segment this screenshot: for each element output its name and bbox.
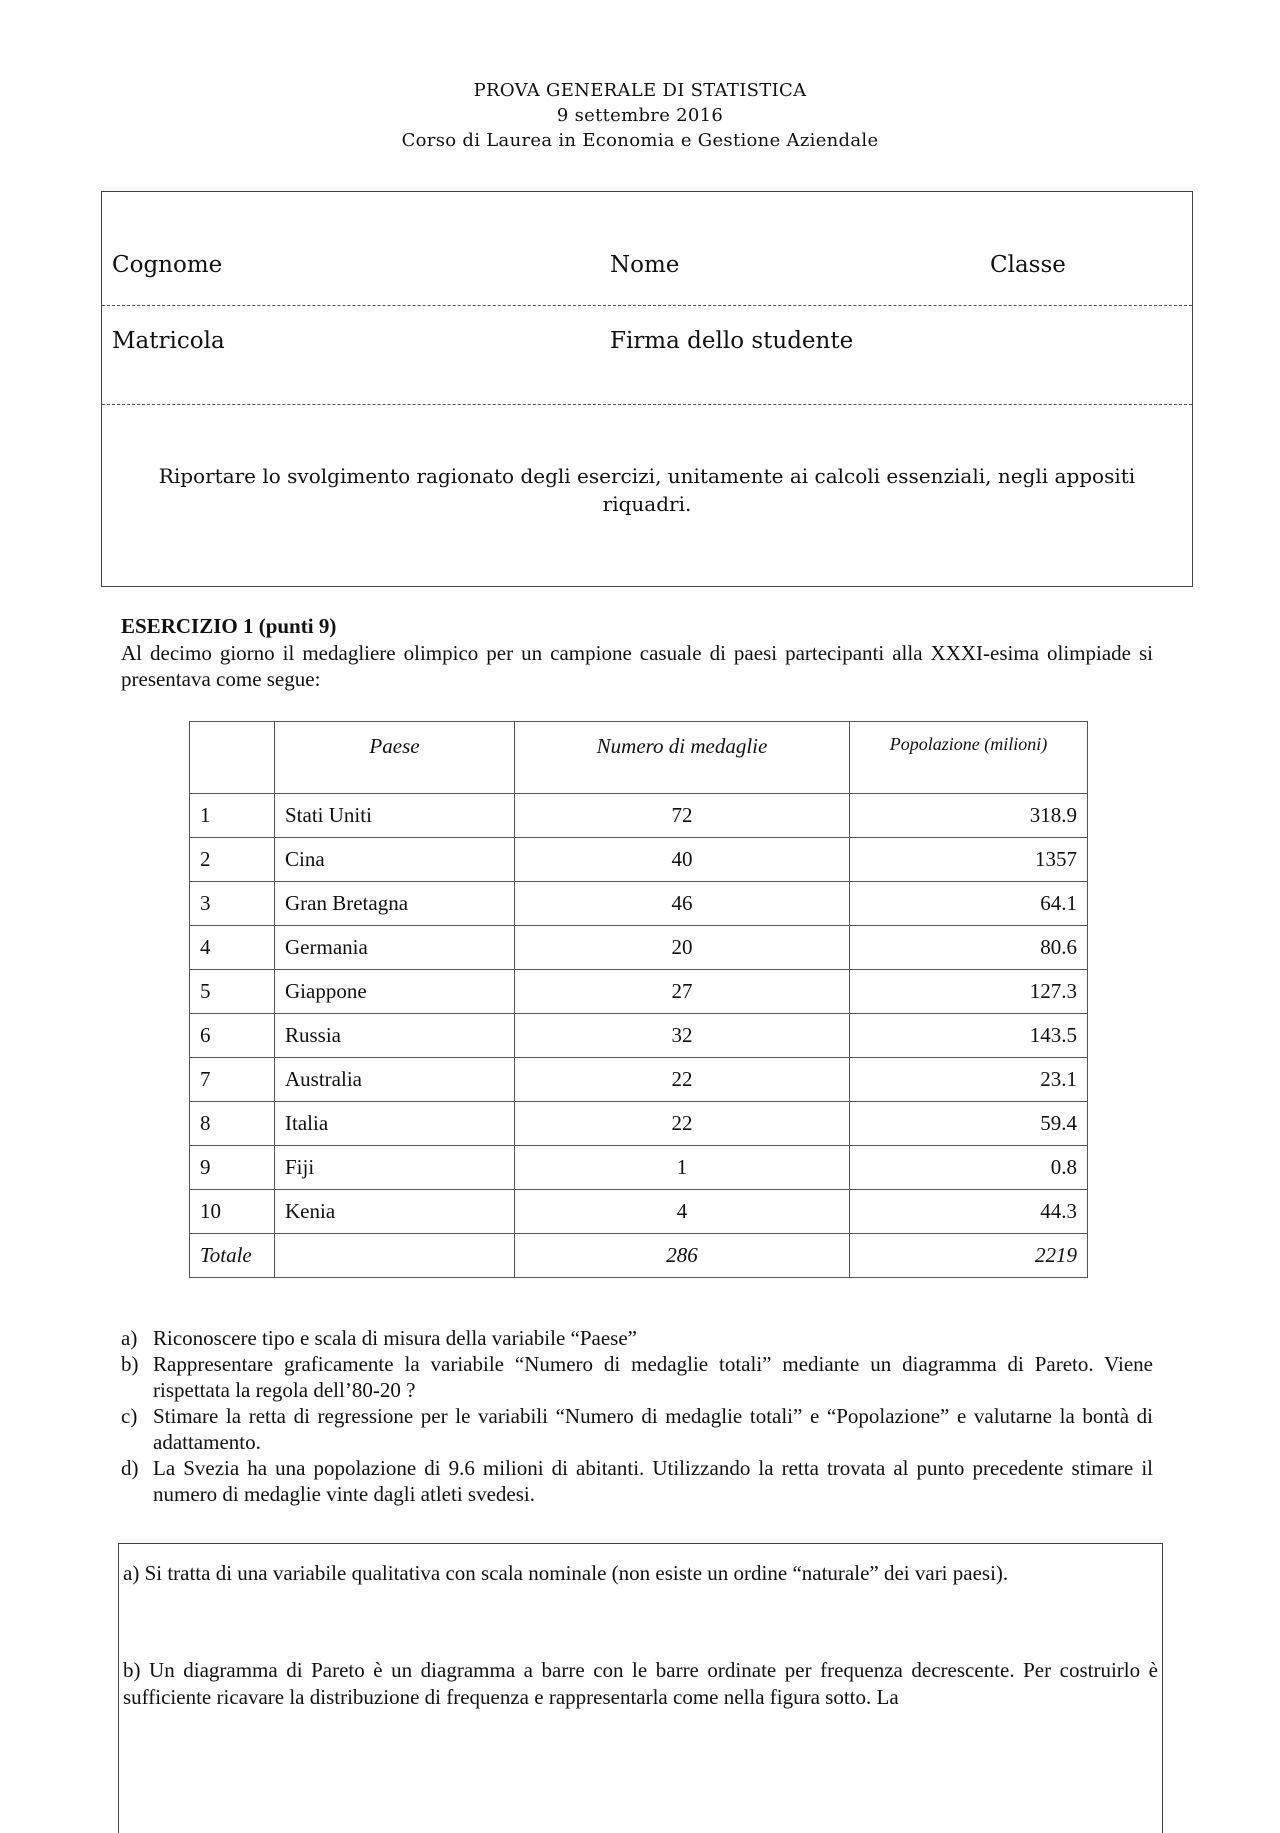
table-row: [190, 1014, 1088, 1058]
question-item: [121, 1325, 1153, 1351]
exercise-intro: Al decimo giorno il medagliere olimpico per un campione casuale di paesi partecipanti alla XXXI-esima olimpiade si presentava come segue:: [121, 641, 1153, 691]
exercise-title: ESERCIZIO 1 (punti 9): [121, 614, 337, 638]
row-index: 8: [190, 1102, 275, 1146]
firma-label: Firma dello studente: [610, 328, 854, 354]
instructions-note: Riportare lo svolgimento ragionato degli esercizi, unitamente ai calcoli essenziali, negli appositi riquadri.: [158, 464, 1136, 516]
row-index: 3: [190, 882, 275, 926]
question-text: Rappresentare graficamente la variabile “Numero di medaglie totali” mediante un diagramma di Pareto. Viene rispettata la regola dell’80-20 ?: [153, 1352, 1153, 1402]
student-info-box: [101, 191, 1193, 587]
cognome-label: Cognome: [112, 252, 223, 278]
matricola-label: Matricola: [112, 328, 225, 354]
question-item: [121, 1455, 1153, 1507]
row-medaglie: 20: [515, 926, 850, 970]
row-medaglie: 1: [515, 1146, 850, 1190]
row-medaglie: 32: [515, 1014, 850, 1058]
row-index: 10: [190, 1190, 275, 1234]
row-popolazione: 80.6: [850, 926, 1088, 970]
row-index: 9: [190, 1146, 275, 1190]
row-medaglie: 22: [515, 1058, 850, 1102]
row-popolazione: 127.3: [850, 970, 1088, 1014]
row-popolazione: 143.5: [850, 1014, 1088, 1058]
total-row: [190, 1234, 1088, 1278]
table-row: [190, 926, 1088, 970]
question-letter: a): [121, 1326, 138, 1350]
row-index: 2: [190, 838, 275, 882]
row-popolazione: 23.1: [850, 1058, 1088, 1102]
header-popolazione: Popolazione (milioni): [850, 722, 1088, 794]
row-paese: Italia: [275, 1102, 515, 1146]
total-popolazione: 2219: [850, 1234, 1088, 1278]
row-medaglie: 46: [515, 882, 850, 926]
row-paese: Cina: [275, 838, 515, 882]
table-row: [190, 1190, 1088, 1234]
row-paese: Fiji: [275, 1146, 515, 1190]
total-label: Totale: [190, 1234, 275, 1278]
row-index: 4: [190, 926, 275, 970]
row-popolazione: 0.8: [850, 1146, 1088, 1190]
row-index: 7: [190, 1058, 275, 1102]
row-medaglie: 22: [515, 1102, 850, 1146]
row-medaglie: 4: [515, 1190, 850, 1234]
table-row: [190, 794, 1088, 838]
row-paese: Giappone: [275, 970, 515, 1014]
header-paese: Paese: [275, 722, 515, 794]
row-popolazione: 318.9: [850, 794, 1088, 838]
row-popolazione: 59.4: [850, 1102, 1088, 1146]
answer-box: [118, 1543, 1163, 1833]
total-empty: [275, 1234, 515, 1278]
table-header-row: [190, 722, 1088, 794]
row-index: 1: [190, 794, 275, 838]
table-row: [190, 1058, 1088, 1102]
table-row: [190, 882, 1088, 926]
row-paese: Kenia: [275, 1190, 515, 1234]
row-medaglie: 72: [515, 794, 850, 838]
row-medaglie: 40: [515, 838, 850, 882]
question-letter: c): [121, 1404, 138, 1428]
row-paese: Germania: [275, 926, 515, 970]
question-text: Riconoscere tipo e scala di misura della variabile “Paese”: [153, 1326, 637, 1350]
classe-label: Classe: [990, 252, 1066, 278]
question-text: Stimare la retta di regressione per le variabili “Numero di medaglie totali” e “Popolazione” e valutarne la bontà di adattamento.: [153, 1404, 1153, 1454]
table-row: [190, 1146, 1088, 1190]
question-letter: d): [121, 1456, 139, 1480]
dashed-divider: [102, 305, 1192, 306]
header-index: [190, 722, 275, 794]
questions-list: [121, 1325, 1153, 1507]
row-popolazione: 64.1: [850, 882, 1088, 926]
table-row: [190, 838, 1088, 882]
question-item: [121, 1351, 1153, 1403]
medals-table: [189, 721, 1088, 1278]
dashed-divider: [102, 404, 1192, 405]
total-medaglie: 286: [515, 1234, 850, 1278]
answer-a: a) Si tratta di una variabile qualitativa con scala nominale (non esiste un ordine “naturale” dei vari paesi).: [123, 1561, 1009, 1585]
row-popolazione: 44.3: [850, 1190, 1088, 1234]
question-item: [121, 1403, 1153, 1455]
exam-title: PROVA GENERALE DI STATISTICA: [473, 80, 807, 101]
header-medaglie: Numero di medaglie: [515, 722, 850, 794]
row-index: 6: [190, 1014, 275, 1058]
table-row: [190, 970, 1088, 1014]
question-letter: b): [121, 1352, 139, 1376]
question-text: La Svezia ha una popolazione di 9.6 milioni di abitanti. Utilizzando la retta trovata al punto precedente stimare il numero di medaglie vinte dagli atleti svedesi.: [153, 1456, 1153, 1506]
row-paese: Stati Uniti: [275, 794, 515, 838]
row-paese: Russia: [275, 1014, 515, 1058]
row-paese: Gran Bretagna: [275, 882, 515, 926]
row-popolazione: 1357: [850, 838, 1088, 882]
table-row: [190, 1102, 1088, 1146]
answer-b: b) Un diagramma di Pareto è un diagramma a barre con le barre ordinate per frequenza decrescente. Per costruirlo è sufficiente ricavare la distribuzione di frequenza e rappresentarla come nella figura sotto. La: [123, 1658, 1158, 1709]
row-index: 5: [190, 970, 275, 1014]
course-name: Corso di Laurea in Economia e Gestione Aziendale: [401, 130, 879, 151]
row-medaglie: 27: [515, 970, 850, 1014]
nome-label: Nome: [610, 252, 680, 278]
exam-date: 9 settembre 2016: [556, 105, 724, 126]
document-header: [0, 78, 1280, 153]
row-paese: Australia: [275, 1058, 515, 1102]
